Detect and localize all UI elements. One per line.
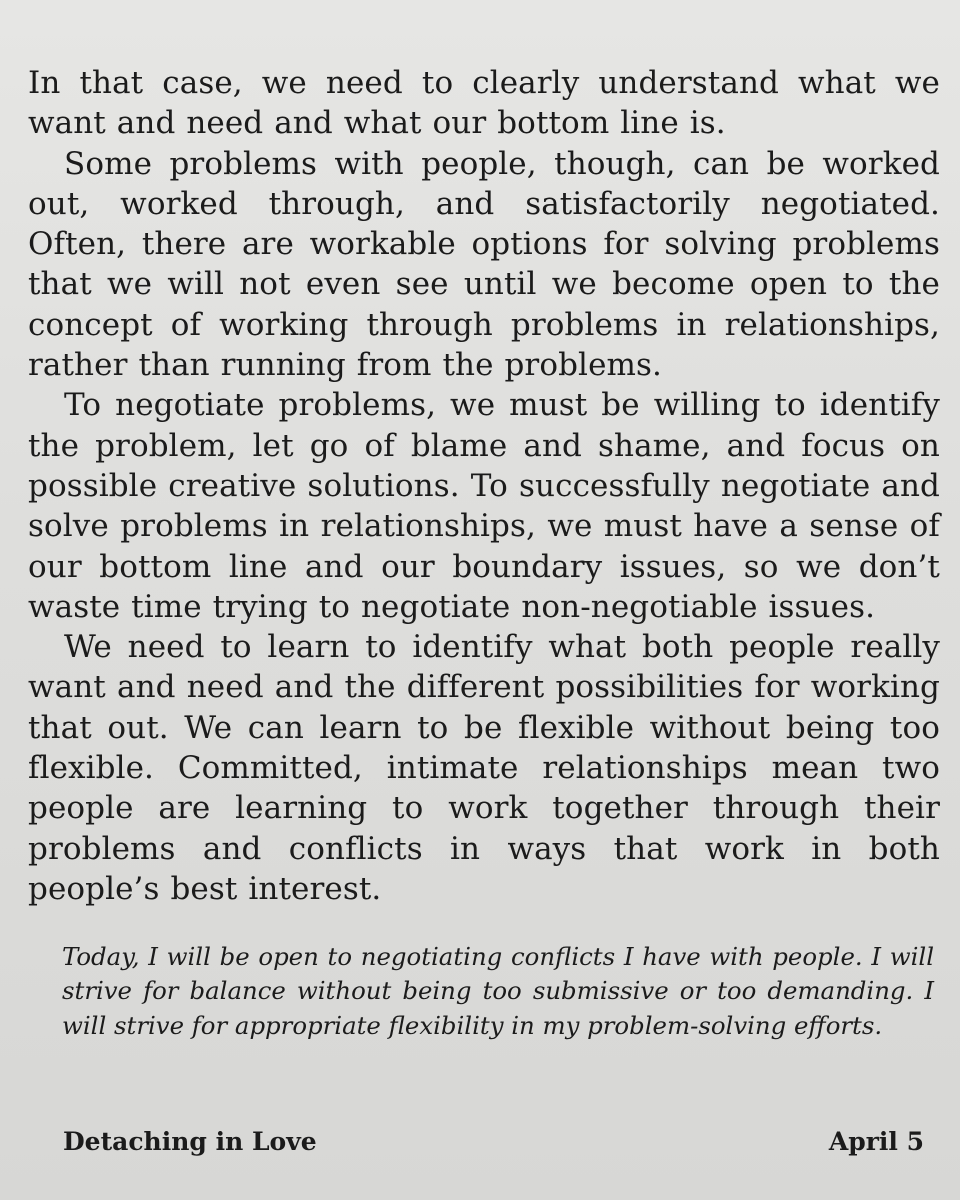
- page-footer: [63, 1127, 924, 1156]
- next-entry-date: April 5: [828, 1127, 924, 1156]
- paragraph-flexibility: We need to learn to identify what both people really want and need and the different possibilities for working that out. We can learn to be flexible without being too flexible. Committed, intimate relationships mean two people are learning to work together through their problems and conflicts in ways that work in both people’s best interest.: [28, 629, 940, 907]
- paragraph-bottom-line: In that case, we need to clearly understand what we want and need and what our bottom line is.: [28, 65, 940, 142]
- next-entry-title: Detaching in Love: [63, 1127, 317, 1156]
- paragraph-negotiation-options: Some problems with people, though, can be worked out, worked through, and satisfactorily negotiated. Often, there are workable options for solving problems that we will not even see until we become open to the concept of working through problems in relationships, rather than running from the problems.: [28, 145, 940, 384]
- daily-meditation: Today, I will be open to negotiating conflicts I have with people. I will strive for balance without being too submissive or too demanding. I will strive for appropriate flexibility in my problem-solving efforts.: [62, 942, 934, 1040]
- paragraph-how-to-negotiate: To negotiate problems, we must be willing to identify the problem, let go of blame and shame, and focus on possible creative solutions. To successfully negotiate and solve problems in relationships, we must have a sense of our bottom line and our boundary issues, so we don’t waste time trying to negotiate non-negotiable issues.: [28, 387, 940, 625]
- body-text: [28, 63, 940, 909]
